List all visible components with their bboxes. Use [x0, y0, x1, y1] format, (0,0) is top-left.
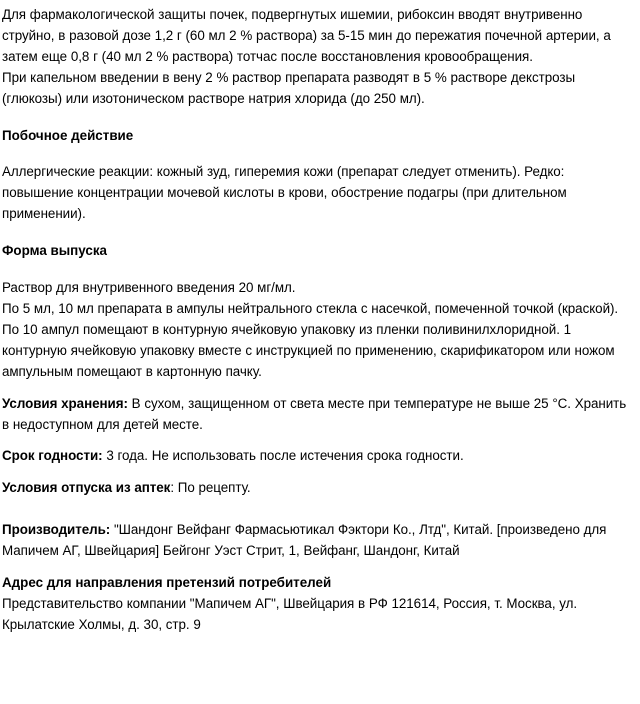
shelf-life-label: Срок годности: — [2, 448, 103, 464]
spacer — [2, 262, 636, 278]
dosage-form-line-2: По 5 мл, 10 мл препарата в ампулы нейтрального стекла с насечкой, помеченной точкой (краской). По 10 ампул помещают в контурную ячейковую упаковку из пленки поливинилхлоридной. 1 контурную ячейковую упаковку вместе с инструкцией по применению, скарификатором или ножом ампульным помещают в картонную пачку. — [2, 300, 619, 379]
side-effects-body: Аллергические реакции: кожный зуд, гиперемия кожи (препарат следует отменить). Редко: повышение концентрации мочевой кислоты в крови, обострение подагры (при длительном применении). — [2, 164, 567, 222]
spacer — [2, 110, 636, 126]
storage-conditions-value: В сухом, защищенном от света месте при температуре не выше 25 °С. Хранить в недоступном для детей месте. — [2, 395, 627, 432]
spacer — [2, 383, 636, 394]
spacer — [2, 499, 636, 520]
side-effects-heading: Побочное действие — [2, 127, 134, 143]
claims-address-heading: Адрес для направления претензий потребителей — [2, 575, 332, 591]
dosage-paragraph-2: При капельном введении в вену 2 % раствор препарата разводят в 5 % растворе декстрозы (глюкозы) или изотоническом растворе натрия хлорида (до 250 мл). — [2, 69, 576, 106]
spacer — [2, 146, 636, 162]
manufacturer-label: Производитель: — [2, 522, 111, 538]
shelf-life — [2, 446, 636, 467]
claims-address-body: Представительство компании "Мапичем АГ", Швейцария в РФ 121614, Россия, т. Москва, ул. Крылатские Холмы, д. 30, стр. 9 — [2, 595, 578, 632]
dispensing-conditions — [2, 478, 636, 499]
shelf-life-value: 3 года. Не использовать после истечения срока годности. — [102, 448, 464, 464]
storage-conditions-label: Условия хранения: — [2, 395, 128, 411]
manufacturer — [2, 520, 636, 562]
dosage-form-line-1: Раствор для внутривенного введения 20 мг/мл. — [2, 280, 296, 296]
dosage-form-heading: Форма выпуска — [2, 243, 107, 259]
spacer — [2, 435, 636, 446]
dispensing-conditions-label: Условия отпуска из аптек — [2, 480, 171, 496]
dosage-paragraph-1: Для фармакологической защиты почек, подвергнутых ишемии, рибоксин вводят внутривенно струйно, в разовой дозе 1,2 г (60 мл 2 % раствора) за 5-15 мин до пережатия почечной артерии, а затем еще 0,8 г (40 мл 2 % раствора) тотчас после восстановления кровообращения. — [2, 7, 611, 64]
spacer — [2, 467, 636, 478]
storage-conditions — [2, 394, 636, 436]
dispensing-conditions-value: : По рецепту. — [170, 480, 251, 496]
spacer — [2, 225, 636, 241]
spacer — [2, 562, 636, 573]
manufacturer-value: "Шандонг Вейфанг Фармасьютикал Фэктори Ко., Лтд", Китай. [произведено для Мапичем АГ, Швейцария] Бейгонг Уэст Стрит, 1, Вейфанг, Шандонг, Китай — [2, 522, 607, 559]
